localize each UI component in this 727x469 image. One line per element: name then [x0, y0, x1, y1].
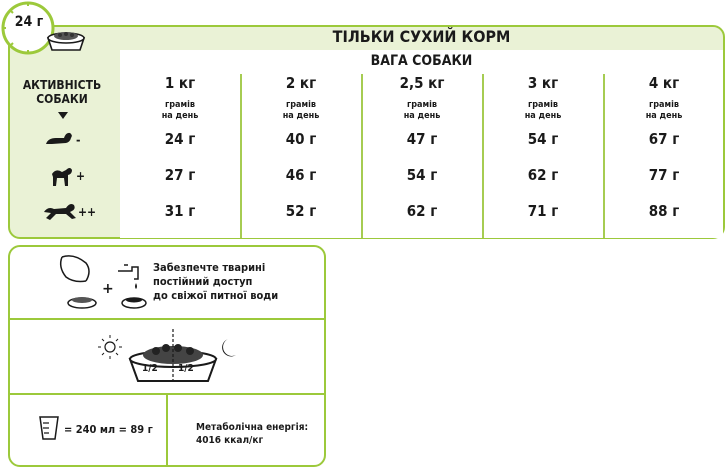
- dog-standing-icon: [48, 164, 74, 188]
- dog-lying-icon: [44, 128, 74, 148]
- table-cell: 47 г: [406, 130, 438, 148]
- weight-header: 2,5 кг: [399, 74, 445, 92]
- activity-level-low: -: [76, 133, 81, 147]
- header-title: ТІЛЬКИ СУХИЙ КОРМ: [332, 27, 511, 46]
- per-day-label: грамів на день: [524, 100, 562, 121]
- divider: [166, 395, 168, 467]
- measure-text: = 240 мл = 89 г: [64, 423, 153, 436]
- info-panel: [8, 245, 326, 467]
- table-cell: 67 г: [648, 130, 680, 148]
- divider: [10, 318, 324, 320]
- table-cell: 24 г: [164, 130, 196, 148]
- half-left-label: 1/2: [142, 363, 158, 374]
- table-cell: 54 г: [527, 130, 559, 148]
- weight-header: 1 кг: [164, 74, 196, 92]
- table-cell: 54 г: [406, 166, 438, 184]
- activity-label: АКТИВНІСТЬ СОБАКИ: [22, 78, 102, 106]
- activity-level-mid: +: [76, 169, 86, 183]
- arrow-down-icon: [58, 112, 68, 120]
- table-cell: 52 г: [285, 202, 317, 220]
- activity-level-high: ++: [78, 205, 97, 219]
- table-cell: 62 г: [406, 202, 438, 220]
- measuring-cup-icon: [38, 415, 60, 441]
- table-cell: 27 г: [164, 166, 196, 184]
- dog-running-icon: [42, 200, 78, 222]
- table-cell: 88 г: [648, 202, 680, 220]
- table-cell: 77 г: [648, 166, 680, 184]
- weight-header: 4 кг: [648, 74, 680, 92]
- svg-text:+: +: [102, 281, 114, 297]
- food-water-icon: [52, 253, 162, 315]
- weight-header: 3 кг: [527, 74, 559, 92]
- table-cell: 31 г: [164, 202, 196, 220]
- weight-header: 2 кг: [285, 74, 317, 92]
- water-text: Забезпечте тварині постійний доступ до свіжої питної води: [153, 261, 279, 302]
- per-day-label: грамів на день: [282, 100, 320, 121]
- weight-title: ВАГА СОБАКИ: [370, 53, 473, 69]
- per-day-label: грамів на день: [161, 100, 199, 121]
- bowl-halves-icon: [98, 329, 238, 389]
- per-day-label: грамів на день: [645, 100, 683, 121]
- table-cell: 46 г: [285, 166, 317, 184]
- table-cell: 62 г: [527, 166, 559, 184]
- badge-amount: 24 г: [14, 14, 44, 30]
- half-right-label: 1/2: [178, 363, 194, 374]
- per-day-label: грамів на день: [403, 100, 441, 121]
- table-cell: 71 г: [527, 202, 559, 220]
- energy-text: Метаболічна енергія: 4016 ккал/кг: [196, 422, 309, 446]
- table-cell: 40 г: [285, 130, 317, 148]
